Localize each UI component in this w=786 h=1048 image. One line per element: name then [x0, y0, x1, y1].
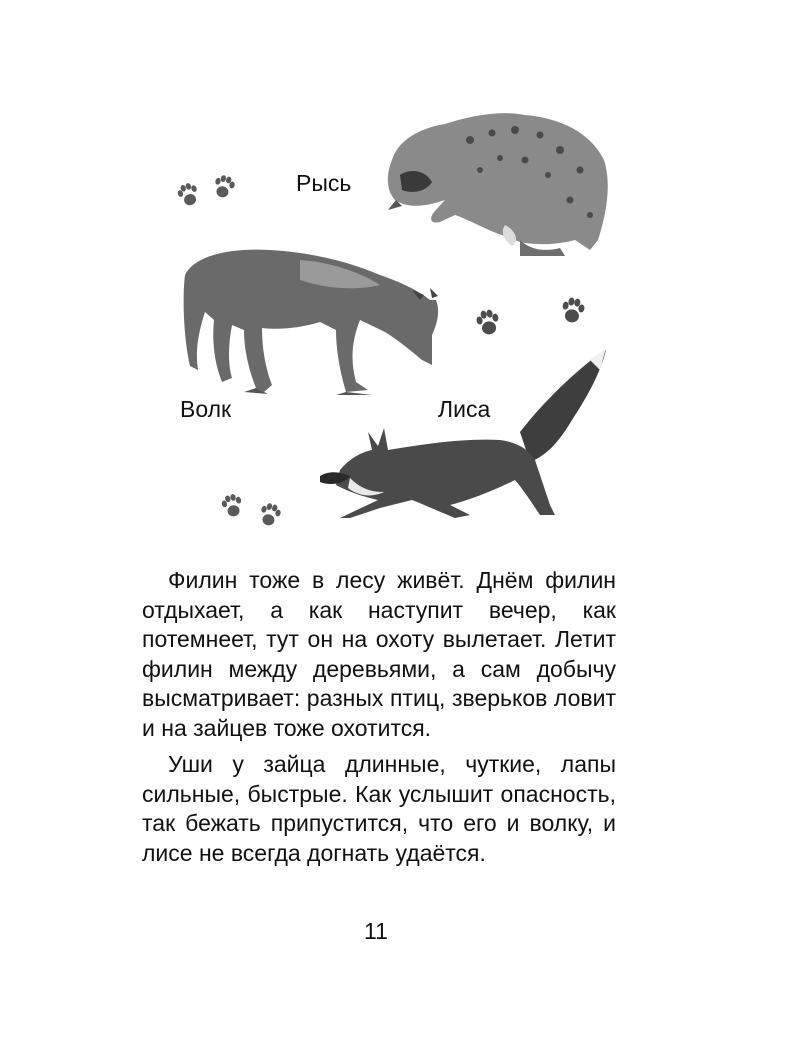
- wolf-label: Волк: [180, 396, 232, 422]
- story-text: [142, 566, 616, 875]
- wolf-figure: [184, 250, 438, 395]
- lynx-label: Рысь: [296, 170, 352, 196]
- lynx-tracks: [175, 173, 236, 208]
- paragraph-hare: Уши у зайца длинные, чуткие, лапы сильные, быстрые. Как услышит опасность, так бежать припустится, что его и волку, и лисе не всегда догнать удаётся.: [142, 751, 616, 866]
- page-number: 11: [364, 918, 388, 944]
- paragraph-owl: Филин тоже в лесу живёт. Днём филин отдыхает, а как наступит вечер, как потемнеет, тут он на охоту вылетает. Летит филин между деревьями, а сам добычу высматривает: разных птиц, зверьков ловит и на зайцев тоже охотится.: [142, 567, 616, 741]
- fox-label: Лиса: [438, 396, 491, 422]
- fox-tracks: [220, 492, 282, 527]
- fox-figure: [320, 348, 606, 518]
- lynx-figure: [388, 113, 608, 256]
- wolf-tracks: [475, 296, 586, 336]
